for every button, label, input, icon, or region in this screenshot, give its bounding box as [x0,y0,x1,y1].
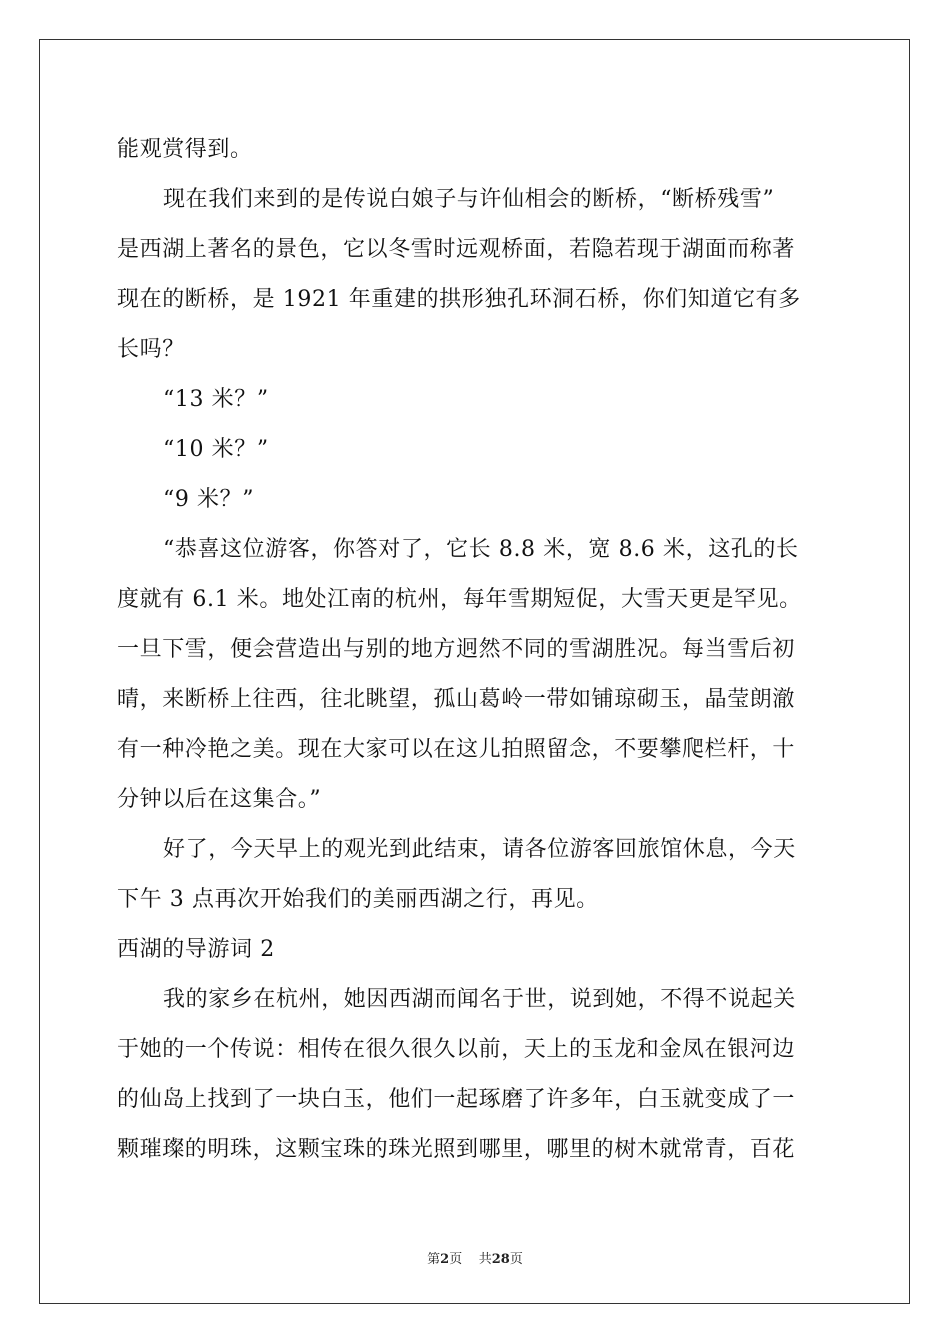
text-line: “9 米？” [163,487,255,512]
text-line: 于她的一个传说：相传在很久很久以前，天上的玉龙和金凤在银河边 [117,1037,796,1062]
text-line: 的仙岛上找到了一块白玉，他们一起琢磨了许多年，白玉就变成了一 [117,1087,796,1112]
page-number: 2 [440,1252,450,1267]
text-line: 度就有 6.1 米。地处江南的杭州，每年雪期短促，大雪天更是罕见。 [117,587,802,612]
section-heading: 西湖的导游词 2 [117,937,275,962]
text-line: 长吗？ [117,337,185,362]
text-line: 我的家乡在杭州，她因西湖而闻名于世，说到她，不得不说起关 [163,987,796,1012]
text-line: 一旦下雪，便会营造出与别的地方迥然不同的雪湖胜况。每当雪后初 [117,637,796,662]
text-line: 下午 3 点再次开始我们的美丽西湖之行，再见。 [117,887,599,912]
page-footer [0,1248,950,1267]
page-suffix: 页 [449,1252,463,1267]
text-line: 有一种冷艳之美。现在大家可以在这儿拍照留念，不要攀爬栏杆，十 [117,737,796,762]
text-line: “13 米？” [163,387,269,412]
total-prefix: 共 [478,1252,492,1267]
total-pages: 28 [491,1252,510,1267]
text-line: 好了，今天早上的观光到此结束，请各位游客回旅馆休息，今天 [163,837,796,862]
page-border [39,39,910,1304]
text-line: 晴，来断桥上往西，往北眺望，孤山葛岭一带如铺琼砌玉，晶莹朗澈 [117,687,796,712]
text-line: “10 米？” [163,437,269,462]
text-line: 现在我们来到的是传说白娘子与许仙相会的断桥，“断桥残雪” [163,187,775,212]
text-line: 分钟以后在这集合。” [117,787,322,812]
text-line: 现在的断桥，是 1921 年重建的拱形独孔环洞石桥，你们知道它有多 [117,287,801,312]
text-line: 能观赏得到。 [117,137,253,162]
page-prefix: 第 [427,1252,441,1267]
text-line: 颗璀璨的明珠，这颗宝珠的珠光照到哪里，哪里的树木就常青，百花 [117,1137,796,1162]
total-suffix: 页 [509,1252,523,1267]
text-line: “恭喜这位游客，你答对了，它长 8.8 米，宽 8.6 米，这孔的长 [163,537,799,562]
text-line: 是西湖上著名的景色，它以冬雪时远观桥面，若隐若现于湖面而称著 [117,237,796,262]
